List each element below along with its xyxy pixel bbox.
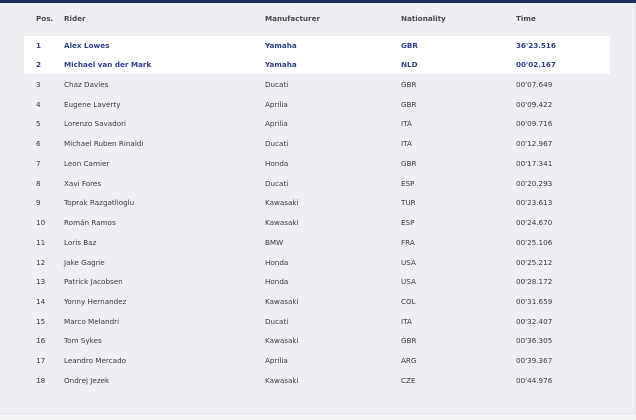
- row-rider: Michael Ruben Rinaldi: [64, 139, 144, 148]
- row-manufacturer: Kawasaki: [265, 198, 299, 207]
- table-row: [24, 253, 610, 272]
- row-time: 00'12.967: [516, 139, 553, 148]
- table-row: [24, 36, 610, 55]
- row-time: 00'28.172: [516, 277, 553, 286]
- row-rider: Leandro Mercado: [64, 356, 127, 365]
- row-rider: Jake Gagne: [64, 258, 105, 267]
- row-rider: Loris Baz: [64, 238, 97, 247]
- row-pos: 6: [36, 139, 41, 148]
- row-nationality: GBR: [401, 159, 417, 168]
- row-pos: 7: [36, 159, 41, 168]
- header-nationality: Nationality: [401, 14, 446, 23]
- table-row: [24, 292, 610, 311]
- table-row: [24, 55, 610, 74]
- row-time: 00'44.976: [516, 376, 553, 385]
- row-nationality: COL: [401, 297, 416, 306]
- row-pos: 12: [36, 258, 46, 267]
- row-rider: Ondrej Jezek: [64, 376, 110, 385]
- row-manufacturer: Yamaha: [265, 60, 297, 69]
- row-pos: 8: [36, 179, 41, 188]
- row-nationality: ITA: [401, 139, 412, 148]
- row-manufacturer: Aprilia: [265, 100, 288, 109]
- row-rider: Xavi Fores: [64, 179, 102, 188]
- header-pos: Pos.: [36, 14, 54, 23]
- table-row: [24, 75, 610, 94]
- row-rider: Román Ramos: [64, 218, 116, 227]
- row-manufacturer: Aprilia: [265, 119, 288, 128]
- row-nationality: FRA: [401, 238, 415, 247]
- row-time: 00'17.341: [516, 159, 553, 168]
- row-manufacturer: Honda: [265, 277, 289, 286]
- row-pos: 14: [36, 297, 46, 306]
- row-pos: 1: [36, 41, 42, 50]
- row-time: 00'32.407: [516, 317, 553, 326]
- row-pos: 10: [36, 218, 46, 227]
- row-manufacturer: Ducati: [265, 179, 289, 188]
- row-nationality: USA: [401, 258, 416, 267]
- row-pos: 15: [36, 317, 46, 326]
- table-row: [24, 233, 610, 252]
- row-manufacturer: Kawasaki: [265, 336, 299, 345]
- row-manufacturer: Kawasaki: [265, 218, 299, 227]
- row-nationality: ARG: [401, 356, 417, 365]
- row-pos: 16: [36, 336, 46, 345]
- row-nationality: ESP: [401, 218, 415, 227]
- row-nationality: GBR: [401, 80, 417, 89]
- row-rider: Patrick Jacobsen: [64, 277, 123, 286]
- table-row: [24, 213, 610, 232]
- table-header: [24, 9, 610, 28]
- table-row: [24, 95, 610, 114]
- row-rider: Leon Camier: [64, 159, 110, 168]
- header-manufacturer: Manufacturer: [265, 14, 320, 23]
- table-row: [24, 371, 610, 390]
- row-time: 36'23.516: [516, 41, 556, 50]
- row-pos: 13: [36, 277, 46, 286]
- row-pos: 18: [36, 376, 46, 385]
- row-pos: 11: [36, 238, 46, 247]
- results-table: [0, 3, 636, 414]
- row-manufacturer: Yamaha: [265, 41, 297, 50]
- header-time: Time: [516, 14, 536, 23]
- row-nationality: ESP: [401, 179, 415, 188]
- row-manufacturer: Honda: [265, 258, 289, 267]
- row-manufacturer: Kawasaki: [265, 297, 299, 306]
- row-manufacturer: Ducati: [265, 317, 289, 326]
- row-nationality: ITA: [401, 317, 412, 326]
- row-time: 00'20.293: [516, 179, 553, 188]
- row-rider: Yonny Hernandez: [64, 297, 127, 306]
- row-pos: 2: [36, 60, 42, 69]
- row-time: 00'02.167: [516, 60, 556, 69]
- row-nationality: USA: [401, 277, 416, 286]
- row-manufacturer: Kawasaki: [265, 376, 299, 385]
- row-pos: 9: [36, 198, 41, 207]
- row-manufacturer: Aprilia: [265, 356, 288, 365]
- table-row: [24, 134, 610, 153]
- table-row: [24, 174, 610, 193]
- row-time: 00'25.106: [516, 238, 553, 247]
- header-rider: Rider: [64, 14, 86, 23]
- table-row: [24, 351, 610, 370]
- row-rider: Eugene Laverty: [64, 100, 121, 109]
- row-time: 00'36.305: [516, 336, 553, 345]
- row-manufacturer: Ducati: [265, 80, 289, 89]
- row-nationality: GBR: [401, 100, 417, 109]
- row-rider: Michael van der Mark: [64, 60, 152, 69]
- row-manufacturer: BMW: [265, 238, 284, 247]
- row-time: 00'25.212: [516, 258, 553, 267]
- table-row: [24, 193, 610, 212]
- row-nationality: GBR: [401, 41, 418, 50]
- table-row: [24, 154, 610, 173]
- row-time: 00'09.716: [516, 119, 553, 128]
- row-rider: Marco Melandri: [64, 317, 120, 326]
- row-nationality: ITA: [401, 119, 412, 128]
- table-row: [24, 331, 610, 350]
- row-time: 00'31.659: [516, 297, 553, 306]
- row-pos: 5: [36, 119, 41, 128]
- row-manufacturer: Ducati: [265, 139, 289, 148]
- row-rider: Lorenzo Savadori: [64, 119, 127, 128]
- row-time: 00'07.649: [516, 80, 553, 89]
- row-nationality: NLD: [401, 60, 418, 69]
- row-rider: Alex Lowes: [64, 41, 110, 50]
- row-time: 00'39.367: [516, 356, 553, 365]
- row-rider: Toprak Razgatlioglu: [64, 198, 135, 207]
- table-row: [24, 272, 610, 291]
- table-row: [24, 114, 610, 133]
- row-time: 00'23.613: [516, 198, 553, 207]
- row-nationality: GBR: [401, 336, 417, 345]
- row-pos: 4: [36, 100, 41, 109]
- row-time: 00'24.670: [516, 218, 553, 227]
- row-time: 00'09.422: [516, 100, 553, 109]
- row-manufacturer: Honda: [265, 159, 289, 168]
- row-nationality: CZE: [401, 376, 416, 385]
- table-row: [24, 312, 610, 331]
- row-pos: 17: [36, 356, 46, 365]
- row-pos: 3: [36, 80, 41, 89]
- row-rider: Chaz Davies: [64, 80, 109, 89]
- row-rider: Tom Sykes: [64, 336, 102, 345]
- row-nationality: TUR: [401, 198, 416, 207]
